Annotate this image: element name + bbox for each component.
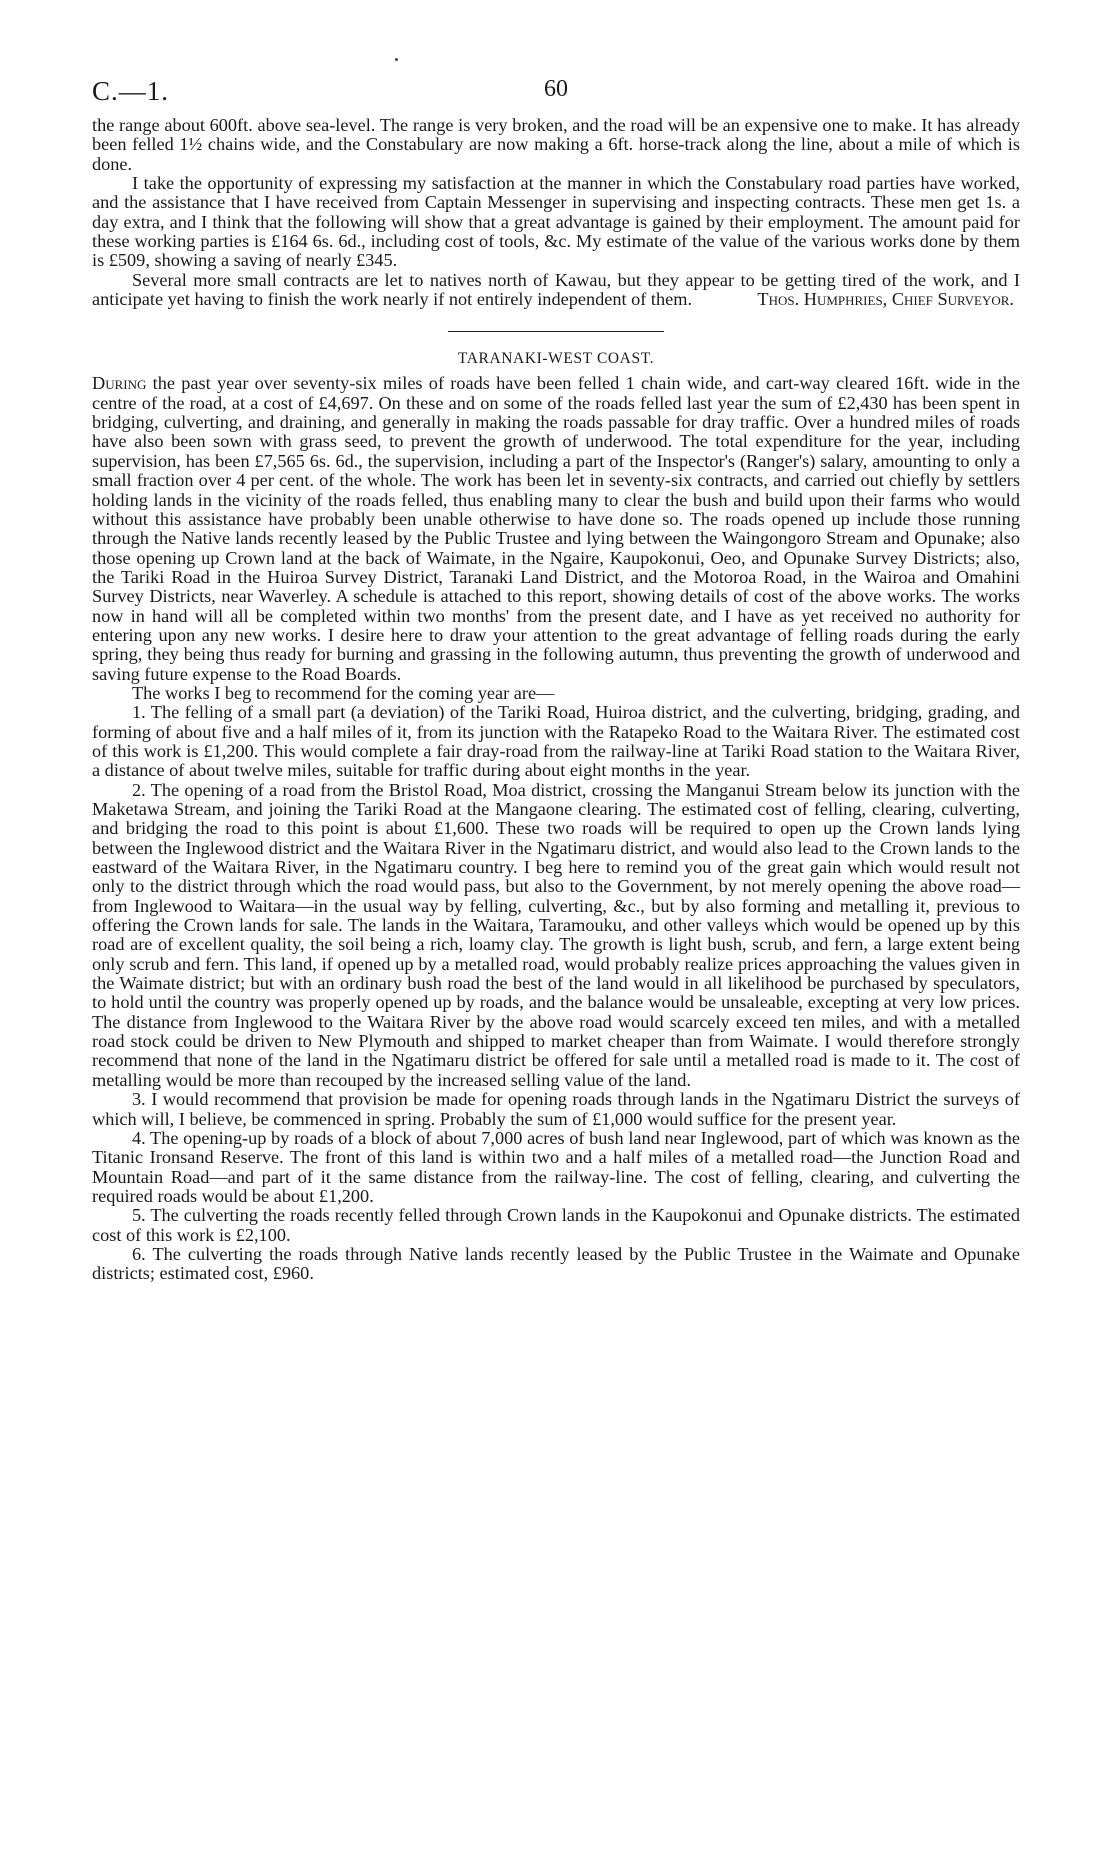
- recommendation-item-1: 1. The felling of a small part (a deviation) of the Tariki Road, Huiroa district, and the culverting, bridging, grading, and forming of about five and a half miles of it, from its junction with the Ratapeko Road to the Waitara River. The estimated cost of this work is £1,200. This would complete a fair dray-road from the railway-line at Tariki Road station to the Waitara River, a distance of about twelve miles, suitable for traffic during about eight months in the year.: [92, 702, 1020, 781]
- page-number: 60: [544, 76, 568, 102]
- section-title: TARANAKI-WEST COAST.: [457, 350, 655, 368]
- signature: Thos. Humphries, Chief Surveyor.: [757, 289, 1014, 310]
- recommendation-item-4: 4. The opening-up by roads of a block of about 7,000 acres of bush land near Inglewood, part of which was known as the Titanic Ironsand Reserve. The front of this land is within two and a half miles of a metalled road—the Junction Road and Mountain Road—and part of it the same distance from the railway-line. The cost of felling, clearing, and culverting the required roads would be about £1,200.: [92, 1127, 1020, 1206]
- page-header: [92, 76, 1020, 116]
- recommendation-item-5: 5. The culverting the roads recently felled through Crown lands in the Kaupokonui and Opunake districts. The estimated cost of this work is £2,100.: [92, 1205, 1020, 1245]
- intro-section: [92, 116, 1020, 309]
- section-paragraph-1-text: the past year over seventy-six miles of roads have been felled 1 chain wide, and cart-way cleared 16ft. wide in the centre of the road, at a cost of £4,697. On these and on some of the roads felled last year the sum of £2,430 has been spent in bridging, culverting, and draining, and generally in making the roads passable for dray traffic. Over a hundred miles of roads have also been sown with grass seed, to prevent the growth of underwood. The total expenditure for the year, including supervision, has been £7,565 6s. 6d., the supervision, including a part of the Inspector's (Ranger's) salary, amounting to only a small fraction over 4 per cent. of the whole. The work has been let in seventy-six contracts, and carried out chiefly by settlers holding lands in the vicinity of the roads felled, thus enabling many to clear the bush and build upon their farms who would without this assistance have probably been unable otherwise to have done so. The roads opened up include those running through the Native lands recently leased by the Public Trustee and lying between the Waingongoro Stream and Opunake; also those opening up Crown land at the back of Waimate, in the Ngaire, Kaupokonui, Oeo, and Opunake Survey Districts; also, the Tariki Road in the Huiroa Survey District, Taranaki Land District, and the Motoroa Road, in the Wairoa and Omahini Survey Districts, near Waverley. A schedule is attached to this report, showing details of cost of the above works. The works now in hand will all be completed within two months' from the present date, and I have as yet received no authority for entering upon any new works. I desire here to draw your attention to the great advantage of felling roads during the early spring, they being thus ready for burning and grassing in the following autumn, thus preventing the growth of underwood and saving future expense to the Road Boards.: [92, 373, 1020, 684]
- recommendation-item-6: 6. The culverting the roads through Native lands recently leased by the Public Trustee in the Waimate and Opunake districts; estimated cost, £960.: [92, 1243, 1020, 1284]
- section-paragraph-1: [92, 374, 1020, 684]
- recommendation-item-2: 2. The opening of a road from the Bristol Road, Moa district, crossing the Manganui Stream below its junction with the Maketawa Stream, and joining the Tariki Road at the Mangaone clearing. The estimated cost of felling, clearing, culverting, and bridging the road to this point is about £1,600. These two roads will be required to open up the Crown lands lying between the Inglewood district and the Waitara River in the Ngatimaru district, and would also lead to the Crown lands to the eastward of the Waitara River, in the Ngatimaru country. I beg here to remind you of the great gain which would result not only to the district through which the road would pass, but also to the Government, by not merely opening the above road—from Inglewood to Waitara—in the usual way by felling, culverting, &c., but by also forming and metalling it, previous to offering the Crown lands for sale. The lands in the Waitara, Taramouku, and other valleys which would be opened up by this road are of excellent quality, the soil being a rich, loamy clay. The growth is light bush, scrub, and fern, a large extent being only scrub and fern. This land, if opened up by a metalled road, would probably realize prices approaching the values given in the Waimate district; but with an ordinary bush road the best of the land would in all likelihood be purchased by speculators, to hold until the country was properly opened up by roads, and the balance would be unsaleable, excepting at very low prices. The distance from Inglewood to the Waitara River by the above road would scarcely exceed ten miles, and with a metalled road stock could be driven to New Plymouth and shipped to market cheaper than from Waimate. I would therefore strongly recommend that none of the land in the Ngatimaru district be offered for sale until a metalled road is made to it. The cost of metalling would be more than recouped by the increased selling value of the land.: [92, 779, 1020, 1090]
- section-divider: [448, 331, 664, 332]
- intro-paragraph-1: the range about 600ft. above sea-level. The range is very broken, and the road will be an expensive one to make. It has already been felled 1½ chains wide, and the Constabulary are now making a 6ft. horse-track along the line, about a mile of which is done.: [92, 115, 1020, 174]
- taranaki-section: [92, 350, 1020, 1283]
- document-page: [92, 76, 1020, 1284]
- recommendation-item-3: 3. I would recommend that provision be made for opening roads through lands in the Ngatimaru District the surveys of which will, I believe, be commenced in spring. Probably the sum of £1,000 would suffice for the present year.: [92, 1089, 1020, 1129]
- intro-paragraph-2: I take the opportunity of expressing my satisfaction at the manner in which the Constabulary road parties have worked, and the assistance that I have received from Captain Messenger in supervising and inspecting contracts. These men get 1s. a day extra, and I think that the following will show that a great advantage is gained by their employment. The amount paid for these working parties is £164 6s. 6d., including cost of tools, &c. My estimate of the value of the various works done by them is £509, showing a saving of nearly £345.: [92, 173, 1020, 271]
- section-paragraph-2: The works I beg to recommend for the coming year are—: [132, 682, 555, 703]
- stray-mark: [395, 58, 398, 61]
- lead-word: During: [92, 373, 147, 394]
- document-reference: C.—1.: [92, 76, 170, 106]
- intro-paragraph-3: Several more small contracts are let to natives north of Kawau, but they appear to be getting tired of the work, and I anticipate yet having to finish the work nearly if not entirely independent of them.: [92, 269, 1020, 310]
